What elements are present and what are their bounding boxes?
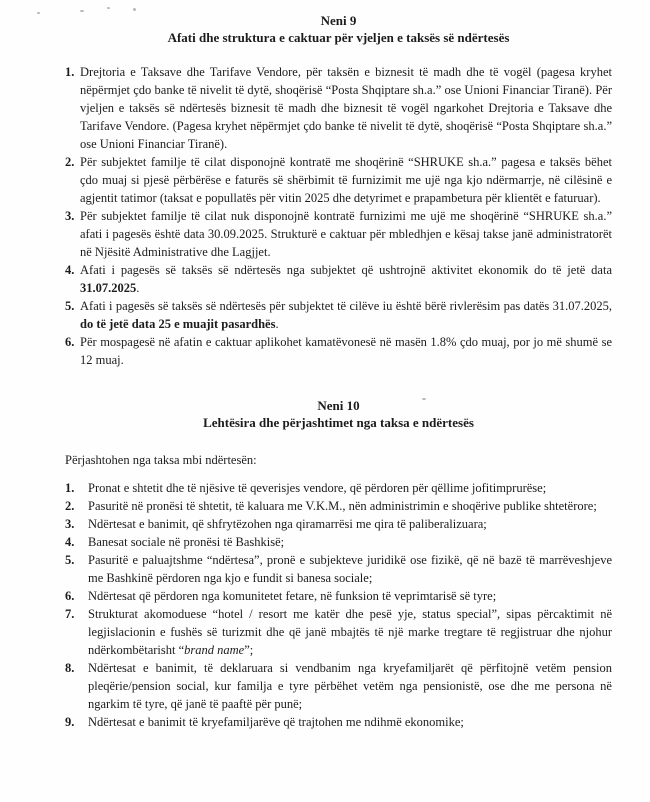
item-number: 4. (65, 535, 75, 549)
section-title: Neni 10 (317, 398, 360, 413)
item-number: 7. (65, 607, 75, 621)
item-text: Ndërtesat e banimit, të deklaruara si vendbanim nga kryefamiljarët që përfitojnë vetëm pension pleqërie/pension social, kur familja e tyre përbëhet vetëm nga pensionistë, ose dhe me persona në ngarkim të tyre, që janë të paaftë për punë; (88, 661, 612, 711)
item-number: 5. (65, 299, 75, 313)
list-item (65, 605, 612, 659)
list-item (65, 333, 612, 369)
list-item (65, 551, 612, 587)
item-text: Për mospagesë në afatin e caktuar aplikohet kamatëvonesë në masën 1.8% çdo muaj, por jo më shumë se 12 muaj. (80, 335, 612, 367)
scan-artifact (133, 8, 136, 11)
section-neni-9 (65, 12, 612, 369)
list-item (65, 207, 612, 261)
item-text: Pasuritë në pronësi të shtetit, të kaluara me V.K.M., nën administrimin e shoqërive publike shtetërore; (88, 499, 597, 513)
item-number: 5. (65, 553, 75, 567)
scan-artifact (107, 7, 110, 9)
list-item (65, 713, 612, 731)
list-item (65, 587, 612, 605)
scan-artifact (37, 12, 40, 14)
list-item (65, 297, 612, 333)
item-number: 1. (65, 481, 75, 495)
item-number: 8. (65, 661, 75, 675)
list-item (65, 479, 612, 497)
item-text: Për subjektet familje të cilat disponojnë kontratë me shoqërinë “SHRUKE sh.a.” pagesa e taksës bëhet çdo muaj si pjesë përbërëse e faturës së shërbimit të furnizimit me ujë nga kjo ndërmarrje, në cilësinë e agjentit tatimor (taksat e popullatës për vitin 2025 dhe detyrimet e prapambetura për klientët e faturuar). (80, 155, 612, 205)
item-number: 9. (65, 715, 75, 729)
section-subtitle: Afati dhe struktura e caktuar për vjeljen e taksës së ndërtesës (167, 30, 510, 45)
item-text: Ndërtesat e banimit, që shfrytëzohen nga qiramarrësi me qira të paliberalizuara; (88, 517, 487, 531)
list-intro: Përjashtohen nga taksa mbi ndërtesën: (65, 453, 257, 467)
item-number: 4. (65, 263, 75, 277)
item-text: Pasuritë e paluajtshme “ndërtesa”, pronë e subjekteve juridikë ose fizikë, që në bazë të marrëveshjeve me Bashkinë përdoren nga kjo e fundit si banesa sociale; (88, 553, 612, 585)
item-text: Strukturat akomoduese “hotel / resort me katër dhe pesë yje, status special”, sipas përcaktimit në legjislacionin e fushës së turizmit dhe që janë mbajtës të një marke tregtare të regjistruar dhe njohur ndërkombëtarisht “brand name”; (88, 607, 612, 657)
item-number: 3. (65, 517, 75, 531)
item-number: 1. (65, 65, 75, 79)
item-text: Drejtoria e Taksave dhe Tarifave Vendore, për taksën e biznesit të madh dhe të vogël (pagesa kryhet nëpërmjet çdo banke të nivelit të dytë, shoqërisë “Posta Shqiptare sh.a.” ose Unioni Financiar Tiranë). Për vjeljen e taksës së ndërtesës biznesit të madh dhe biznesit të vogël ngarkohet Drejtoria e Taksave dhe Tarifave Vendore. (Pagesa kryhet nëpërmjet çdo banke të nivelit të dytë, shoqërisë “Posta Shqiptare sh.a.” ose Unioni Financiar Tiranë). (80, 65, 612, 151)
list-item (65, 659, 612, 713)
list-item (65, 533, 612, 551)
list-item (65, 261, 612, 297)
item-text: Për subjektet familje të cilat nuk disponojnë kontratë furnizimi me ujë me shoqërinë “SHRUKE sh.a.” afati i pagesës është data 30.09.2025. Strukturë e caktuar për mbledhjen e kësaj takse janë administratorët në Njësitë Administrative dhe Lagjjet. (80, 209, 612, 259)
item-text: Afati i pagesës së taksës së ndërtesës për subjektet të cilëve iu është bërë rivlerësim pas datës 31.07.2025, do të jetë data 25 e muajit pasardhës. (80, 299, 612, 331)
item-number: 6. (65, 335, 75, 349)
list-item (65, 497, 612, 515)
section-neni-10 (65, 397, 612, 731)
item-text: Ndërtesat që përdoren nga komunitetet fetare, në funksion të veprimtarisë së tyre; (88, 589, 497, 603)
item-text: Banesat sociale në pronësi të Bashkisë; (88, 535, 285, 549)
list-item (65, 515, 612, 533)
scan-artifact (422, 398, 426, 400)
numbered-list (65, 479, 612, 731)
item-text: Afati i pagesës së taksës së ndërtesës nga subjektet që ushtrojnë aktivitet ekonomik do të jetë data 31.07.2025. (80, 263, 612, 295)
list-item (65, 153, 612, 207)
scan-artifact (80, 10, 84, 12)
item-number: 2. (65, 499, 75, 513)
list-item (65, 63, 612, 153)
item-text: Ndërtesat e banimit të kryefamiljarëve që trajtohen me ndihmë ekonomike; (88, 715, 464, 729)
section-title: Neni 9 (320, 13, 357, 28)
item-number: 6. (65, 589, 75, 603)
item-number: 2. (65, 155, 75, 169)
section-subtitle: Lehtësira dhe përjashtimet nga taksa e ndërtesës (203, 415, 474, 430)
item-number: 3. (65, 209, 75, 223)
numbered-list (65, 63, 612, 369)
item-text: Pronat e shtetit dhe të njësive të qeverisjes vendore, që përdoren për qëllime jofitimprurëse; (88, 481, 547, 495)
